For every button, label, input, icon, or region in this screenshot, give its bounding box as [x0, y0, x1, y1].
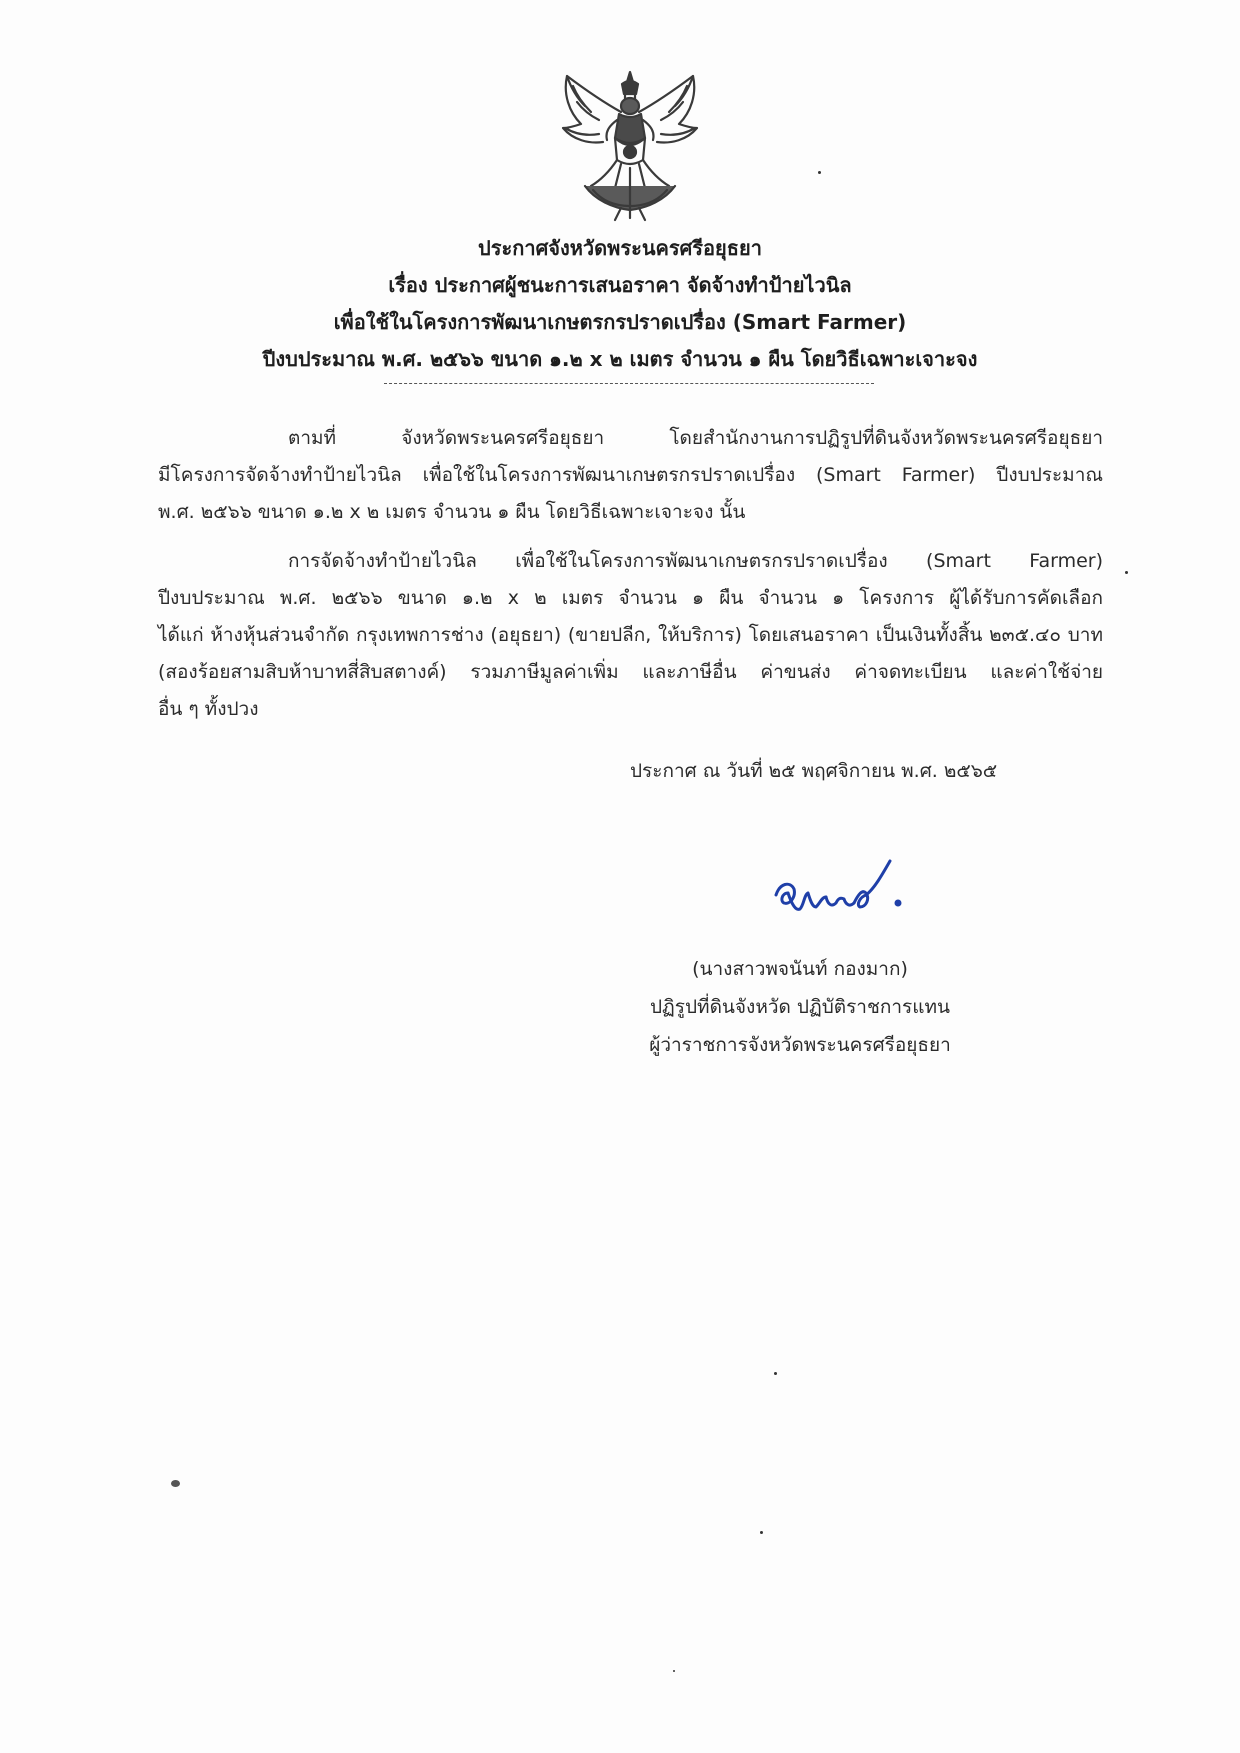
paragraph-line: ปีงบประมาณ พ.ศ. ๒๕๖๖ ขนาด ๑.๒ x ๒ เมตร จำนวน ๑ ผืน จำนวน ๑ โครงการ ผู้ได้รับการคัดเลือก: [158, 587, 1103, 609]
body-paragraph-1: [158, 420, 1103, 531]
paragraph-line: มีโครงการจัดจ้างทำป้ายไวนิล เพื่อใช้ในโครงการพัฒนาเกษตรกรปราดเปรื่อง (Smart Farmer) ปีงบประมาณ: [158, 464, 1103, 486]
header-separator: [384, 383, 874, 384]
signer-name: (นางสาวพจนันท์ กองมาก): [692, 958, 908, 980]
document-header: [150, 230, 1090, 378]
header-subject-line-2: เพื่อใช้ในโครงการพัฒนาเกษตรกรปราดเปรื่อง (Smart Farmer): [333, 310, 907, 334]
announcement-date: ประกาศ ณ วันที่ ๒๕ พฤศจิกายน พ.ศ. ๒๕๖๕: [630, 760, 998, 782]
paragraph-line: พ.ศ. ๒๕๖๖ ขนาด ๑.๒ x ๒ เมตร จำนวน ๑ ผืน โดยวิธีเฉพาะเจาะจง นั้น: [158, 501, 746, 523]
paragraph-line: (สองร้อยสามสิบห้าบาทสี่สิบสตางค์) รวมภาษีมูลค่าเพิ่ม และภาษีอื่น ค่าขนส่ง ค่าจดทะเบียน และค่าใช้จ่าย: [158, 661, 1103, 683]
scan-speck: [1125, 571, 1128, 574]
handwritten-signature: [766, 853, 926, 933]
scan-speck: [774, 1372, 777, 1375]
scan-speck: [171, 1480, 180, 1487]
header-subject-line-3: ปีงบประมาณ พ.ศ. ๒๕๖๖ ขนาด ๑.๒ x ๒ เมตร จำนวน ๑ ผืน โดยวิธีเฉพาะเจาะจง: [262, 347, 978, 371]
scan-speck: [760, 1531, 763, 1534]
paragraph-line: การจัดจ้างทำป้ายไวนิล เพื่อใช้ในโครงการพัฒนาเกษตรกรปราดเปรื่อง (Smart Farmer): [288, 550, 1103, 572]
signer-position: ปฏิรูปที่ดินจังหวัด ปฏิบัติราชการแทน: [649, 996, 951, 1018]
paragraph-line: ได้แก่ ห้างหุ้นส่วนจำกัด กรุงเทพการช่าง (อยุธยา) (ขายปลีก, ให้บริการ) โดยเสนอราคา เป็นเงินทั้งสิ้น ๒๓๕.๔๐ บาท: [158, 624, 1103, 646]
paragraph-line: ตามที่ จังหวัดพระนครศรีอยุธยา โดยสำนักงานการปฏิรูปที่ดินจังหวัดพระนครศรีอยุธยา: [288, 427, 1103, 449]
header-subject: เรื่อง ประกาศผู้ชนะการเสนอราคา จัดจ้างทำป้ายไวนิล: [388, 273, 852, 297]
signer-position-2: ผู้ว่าราชการจังหวัดพระนครศรีอยุธยา: [649, 1034, 951, 1056]
paragraph-line: อื่น ๆ ทั้งปวง: [158, 698, 259, 720]
signer-block: [600, 950, 1000, 1064]
body-paragraph-2: [158, 543, 1103, 728]
garuda-emblem-icon: [555, 68, 705, 223]
scan-speck: [673, 1670, 675, 1672]
header-title: ประกาศจังหวัดพระนครศรีอยุธยา: [478, 236, 762, 260]
scan-speck: [818, 171, 821, 174]
